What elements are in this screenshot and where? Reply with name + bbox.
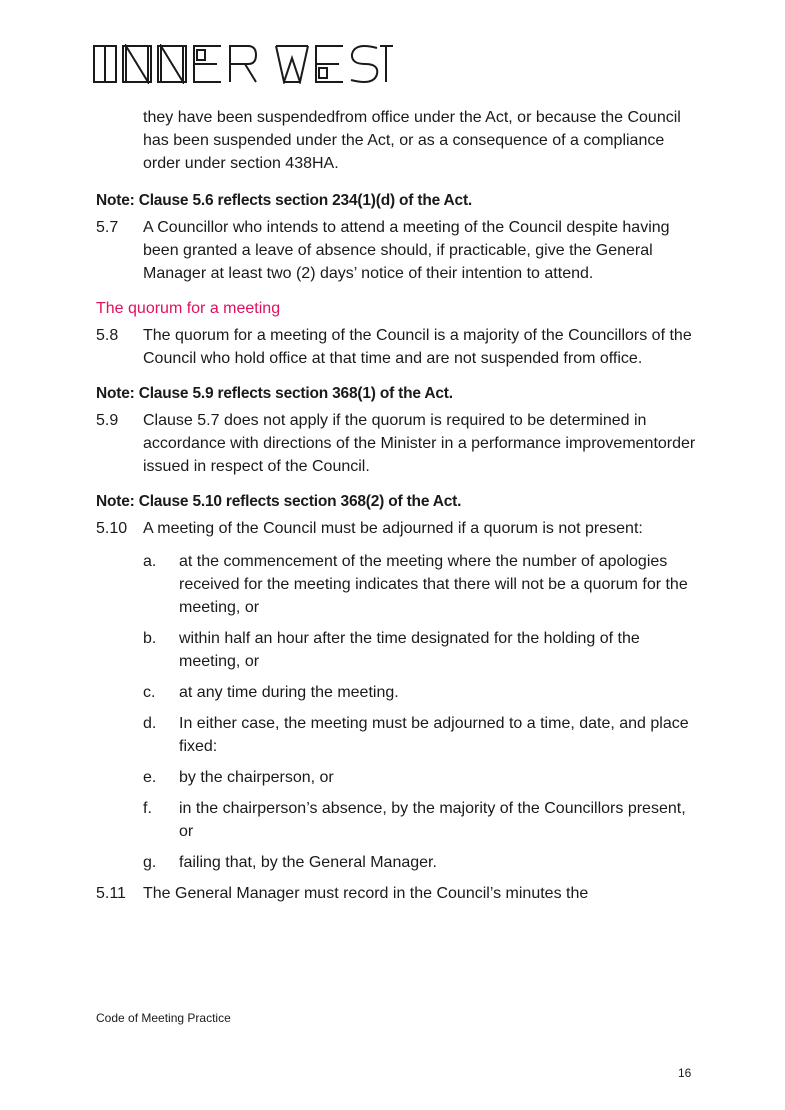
clause-number: 5.7 (96, 219, 119, 236)
clause-text: Clause 5.7 does not apply if the quorum is required to be determined in accordance with directions of the Minister in a performance improvementorder issued in respect of the Council. (143, 412, 696, 475)
clause-text: The quorum for a meeting of the Council is a majority of the Councillors of the Council who hold office at that time and are not suspended from office. (143, 327, 692, 367)
note-clause-5-6: Note: Clause 5.6 reflects section 234(1)(d) of the Act. (96, 192, 473, 209)
clause-5-9 (96, 409, 696, 478)
clause-number: 5.8 (96, 327, 119, 344)
list-item-text: within half an hour after the time designated for the holding of the meeting, or (179, 630, 640, 670)
clause-text: The General Manager must record in the Council’s minutes the (143, 885, 589, 902)
list-item-text: by the chairperson, or (179, 769, 334, 786)
section-heading: The quorum for a meeting (96, 300, 281, 317)
list-item (96, 797, 696, 843)
clause-5-7 (96, 216, 696, 285)
document-body (96, 106, 696, 917)
clause-text: A Councillor who intends to attend a meeting of the Council despite having been granted a leave of absence should, if practicable, give the General Manager at least two (2) days’ notice of their intention to attend. (143, 219, 670, 282)
list-item (96, 550, 696, 619)
list-item-letter: a. (143, 553, 157, 570)
clause-number: 5.10 (96, 520, 128, 537)
list-item (96, 766, 696, 789)
clause-number: 5.11 (96, 885, 126, 902)
list-item-letter: d. (143, 715, 157, 732)
note-clause-5-9: Note: Clause 5.9 reflects section 368(1) of the Act. (96, 385, 453, 402)
clause-5-8 (96, 324, 696, 370)
list-item (96, 851, 696, 874)
list-item (96, 712, 696, 758)
list-item-letter: f. (143, 800, 152, 817)
list-item-letter: e. (143, 769, 157, 786)
clause-number: 5.9 (96, 412, 119, 429)
list-item (96, 627, 696, 673)
note-clause-5-10: Note: Clause 5.10 reflects section 368(2) of the Act. (96, 493, 462, 510)
clause-text: A meeting of the Council must be adjourned if a quorum is not present: (143, 520, 643, 537)
list-item-text: at the commencement of the meeting where the number of apologies received for the meeting indicates that there will not be a quorum for the meeting, or (179, 553, 688, 616)
clause-5-11 (96, 882, 696, 905)
list-item-letter: g. (143, 854, 157, 871)
list-item-letter: c. (143, 684, 156, 701)
page-number: 16 (678, 1066, 692, 1080)
list-item-text: in the chairperson’s absence, by the majority of the Councillors present, or (179, 800, 686, 840)
inner-west-logo (93, 44, 393, 84)
footer-document-title: Code of Meeting Practice (96, 1011, 231, 1025)
clause-5-10 (96, 517, 696, 540)
list-item-text: failing that, by the General Manager. (179, 854, 437, 871)
list-item-text: In either case, the meeting must be adjourned to a time, date, and place fixed: (179, 715, 689, 755)
list-item-text: at any time during the meeting. (179, 684, 399, 701)
list-item (96, 681, 696, 704)
list-item-letter: b. (143, 630, 157, 647)
clause-continuation: they have been suspendedfrom office under the Act, or because the Council has been suspended under the Act, or as a consequence of a compliance order under section 438HA. (143, 109, 681, 172)
